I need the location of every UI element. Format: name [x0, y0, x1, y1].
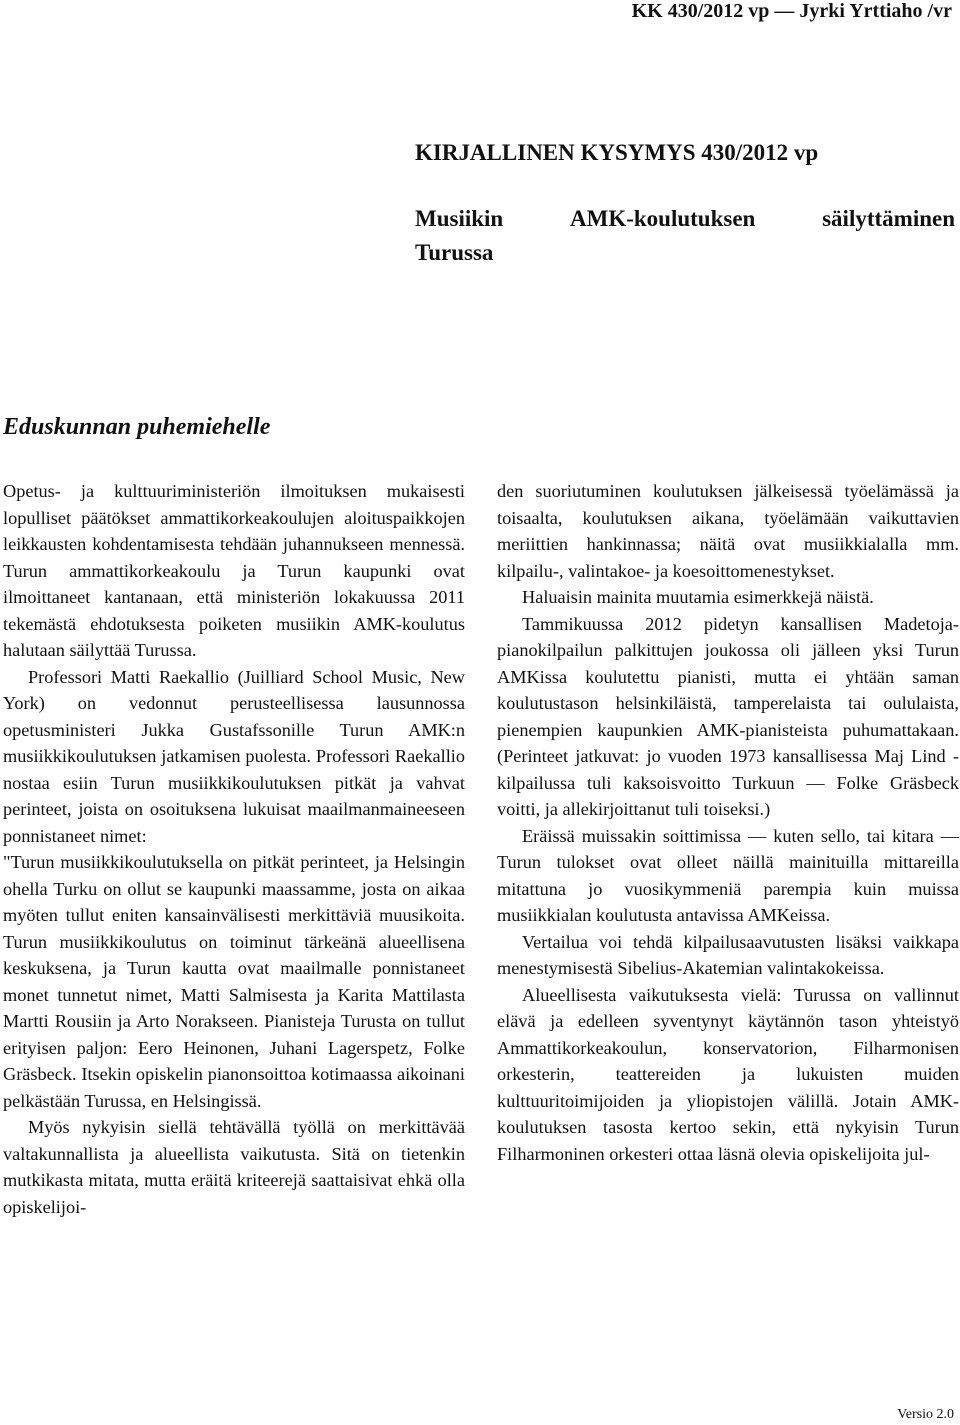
- subject-line-2: Turussa: [415, 240, 494, 265]
- subject-line-1: [415, 202, 955, 236]
- paragraph: Myös nykyisin siellä tehtävällä työllä on merkittävää valtakunnallista ja alueellista vaikutusta. Sitä on tietenkin mutkikasta mitata, mutta eräitä kriteerejä saattaisivat ehkä olla opiskelijoi-: [3, 1117, 465, 1217]
- subject-word: Musiikin: [415, 206, 504, 231]
- left-column: [3, 478, 465, 1220]
- paragraph: Tammikuussa 2012 pidetyn kansallisen Madetoja-pianokilpailun palkittujen joukossa oli jälleen yksi Turun AMKissa koulutettu pianisti, mutta ei yhtään saman koulutustason helsinkiläistä, tamperelaista tai oululaista, pienempien kaupunkien AMK-pianisteista puhumattakaan. (Perinteet jatkuvat: jo vuoden 1973 kansallisessa Maj Lind -kilpailussa tuli kaksoisvoitto Turkuun — Folke Gräsbeck voitti, ja allekirjoittanut tuli toiseksi.): [497, 613, 959, 819]
- paragraph: Opetus- ja kulttuuriministeriön ilmoituksen mukaisesti lopulliset päätökset ammattikorkeakoulujen aloituspaikkojen leikkausten kohdentamisesta tehdään juhannukseen mennessä. Turun ammattikorkeakoulu ja Turun kaupunki ovat ilmoittaneet kantanaan, että ministeriön lokakuussa 2011 tekemästä ehdotuksesta poiketen musiikin AMK-koulutus halutaan säilyttää Turussa.: [3, 481, 465, 660]
- paragraph: den suoriutuminen koulutuksen jälkeisessä työelämässä ja toisaalta, koulutuksen aikana, työelämään vaikuttavien meriittien hankinnassa; näitä ovat musiikkialalla mm. kilpailu-, valintakoe- ja koesoittomenestykset.: [497, 481, 959, 581]
- paragraph: Haluaisin mainita muutamia esimerkkejä näistä.: [522, 587, 874, 607]
- document-subject: [415, 202, 955, 270]
- paragraph: Vertailua voi tehdä kilpailusaavutusten lisäksi vaikkapa menestymisestä Sibelius-Akatemian valintakokeissa.: [497, 931, 959, 978]
- document-title: KIRJALLINEN KYSYMYS 430/2012 vp: [415, 140, 819, 165]
- subject-word: AMK-koulutuksen: [570, 206, 756, 231]
- document-reference: KK 430/2012 vp — Jyrki Yrttiaho /vr: [631, 0, 952, 22]
- paragraph: Alueellisesta vaikutuksesta vielä: Turussa on vallinnut elävä ja edelleen syventynyt käytännön tason yhteistyö Ammattikorkeakoulun, konservatorion, Filharmonisen orkesterin, teattereiden ja lukuisten muiden kulttuuritoimijoiden ja yliopistojen välillä. Jotain AMK-koulutuksen tasosta kertoo sekin, että nykyisin Turun Filharmoninen orkesteri ottaa läsnä olevia opiskelijoita jul-: [497, 984, 959, 1164]
- addressee: Eduskunnan puhemiehelle: [3, 414, 271, 440]
- version-label: Versio 2.0: [897, 1407, 954, 1422]
- paragraph: Eräissä muissakin soittimissa — kuten sello, tai kitara — Turun tulokset ovat olleet näillä mainituilla mittareilla mitattuna jo vuosikymmeniä parempia kuin muissa musiikkialan koulutusta antavissa AMKeissa.: [497, 825, 959, 925]
- subject-word: säilyttäminen: [822, 206, 955, 231]
- paragraph: Professori Matti Raekallio (Juilliard School Music, New York) on vedonnut perusteellisessa lausunnossa opetusministeri Jukka Gustafssonille Turun AMK:n musiikkikoulutuksen jatkamisen puolesta. Professori Raekallio nostaa esiin Turun musiikkikoulutuksen pitkät ja vahvat perinteet, joista on osoituksena lukuisat maailmanmaineeseen ponnistaneet nimet:: [3, 666, 465, 846]
- paragraph: "Turun musiikkikoulutuksella on pitkät perinteet, ja Helsingin ohella Turku on ollut se kaupunki maassamme, josta on aikaa myöten tullut eniten kansainvälisesti merkittäviä muusikoita. Turun musiikkikoulutus on toiminut tärkeänä alueellisena keskuksena, ja Turun kautta ovat maailmalle ponnistaneet monet tunnetut nimet, Matti Salmisesta ja Karita Mattilasta Martti Rousiin ja Arto Norakseen. Pianisteja Turusta on tullut erityisen paljon: Eero Heinonen, Juhani Lagerspetz, Folke Gräsbeck. Itsekin opiskelin pianonsoittoa kotimaassa aikoinani pelkästään Turussa, en Helsingissä.: [3, 852, 465, 1111]
- right-column: [497, 478, 959, 1167]
